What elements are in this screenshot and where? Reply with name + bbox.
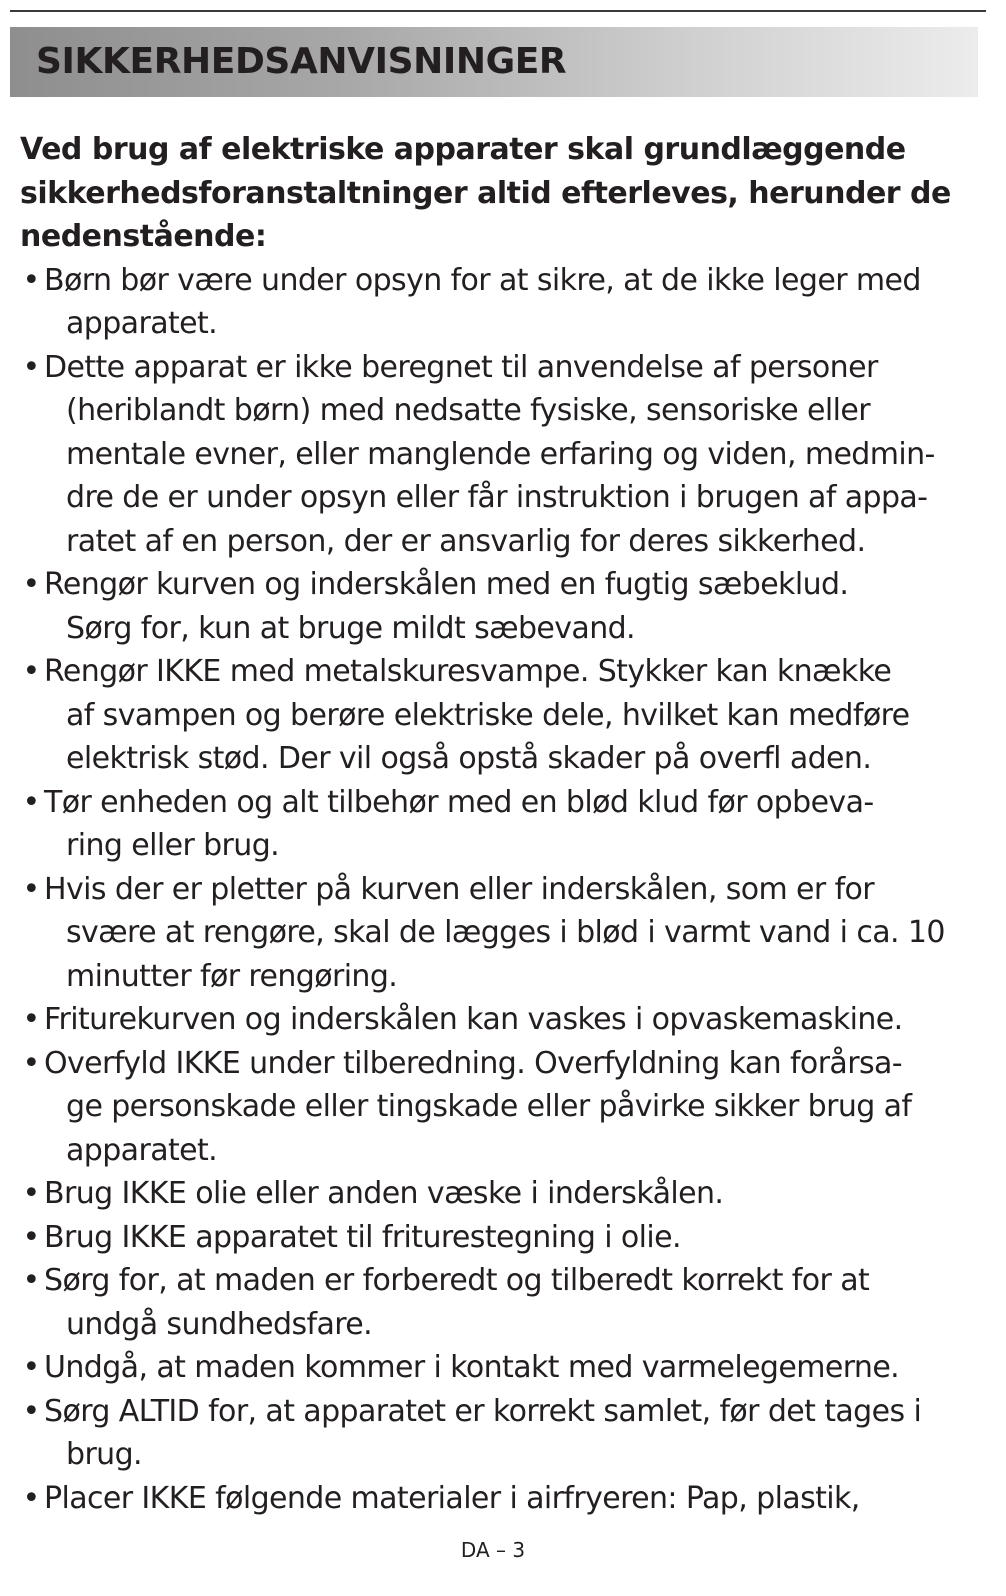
list-item-continuation: brug. <box>66 1437 142 1472</box>
section-header <box>10 27 978 97</box>
page-title: SIKKERHEDSANVISNINGER <box>36 41 567 82</box>
list-item-first-line: Friturekurven og inderskålen kan vaskes i opvaskemaskine. <box>44 1002 903 1037</box>
bullet-icon: • <box>22 262 40 298</box>
list-item-text <box>44 1216 980 1260</box>
list-item <box>20 1216 980 1260</box>
list-item-first-line: Rengør IKKE med metalskuresvampe. Stykker kan knække <box>44 654 892 689</box>
list-item-first-line: Hvis der er pletter på kurven eller inderskålen, som er for <box>44 871 875 907</box>
list-item <box>20 1390 980 1477</box>
list-item-first-line: Brug IKKE apparatet til friturestegning i olie. <box>44 1219 681 1255</box>
list-item-continuation: apparatet. <box>66 306 218 341</box>
list-item-first-line: Brug IKKE olie eller anden væske i inderskålen. <box>44 1176 724 1211</box>
list-item-continuation: Sørg for, kun at bruge mildt sæbevand. <box>66 610 635 646</box>
list-item-text <box>44 1477 980 1521</box>
bullet-icon: • <box>22 1176 40 1211</box>
list-item-continuation: af svampen og berøre elektriske dele, hvilket kan medføre elektrisk stød. Der vil også opstå skader på overfl aden. <box>66 697 910 776</box>
list-item <box>20 563 980 650</box>
bullet-icon: • <box>22 1219 40 1255</box>
list-item-text <box>44 1259 980 1346</box>
list-item-text <box>44 563 980 650</box>
bullet-icon: • <box>22 1393 40 1429</box>
list-item-first-line: Placer IKKE følgende materialer i airfryeren: Pap, plastik, <box>44 1480 860 1516</box>
list-item-continuation: ring eller brug. <box>66 828 280 863</box>
list-item-first-line: Dette apparat er ikke beregnet til anvendelse af personer <box>44 349 878 385</box>
list-item-text <box>44 1390 980 1477</box>
list-item <box>20 781 980 868</box>
bullet-icon: • <box>22 1350 40 1385</box>
list-item-text <box>44 650 980 781</box>
list-item-first-line: Undgå, at maden kommer i kontakt med varmelegemerne. <box>44 1350 900 1385</box>
list-item-first-line: Overfyld IKKE under tilberedning. Overfyldning kan forårsa- <box>44 1045 902 1081</box>
intro-paragraph: Ved brug af elektriske apparater skal grundlæggende sikkerhedsforanstaltninger altid efterleves, herunder de nedenstående: <box>20 132 951 254</box>
list-item-text <box>44 259 980 346</box>
list-item-text <box>44 781 980 868</box>
list-item-continuation: svære at rengøre, skal de lægges i blød i varmt vand i ca. 10 minutter før rengøring. <box>66 915 945 994</box>
bullet-icon: • <box>22 784 40 820</box>
list-item-first-line: Rengør kurven og inderskålen med en fugtig sæbeklud. <box>44 567 849 602</box>
list-item <box>20 998 980 1042</box>
list-item <box>20 1172 980 1216</box>
list-item-continuation: undgå sundhedsfare. <box>66 1306 373 1342</box>
list-item-text <box>44 1172 980 1216</box>
top-rule <box>10 10 986 12</box>
bullet-icon: • <box>22 349 40 385</box>
list-item <box>20 1259 980 1346</box>
list-item-text <box>44 868 980 999</box>
list-item <box>20 1477 980 1521</box>
list-item-text <box>44 346 980 564</box>
list-item-first-line: Sørg ALTID for, at apparatet er korrekt samlet, før det tages i <box>44 1393 922 1429</box>
bullet-icon: • <box>22 871 40 907</box>
list-item <box>20 259 980 346</box>
list-item <box>20 650 980 781</box>
list-item-continuation: ge personskade eller tingskade eller påvirke sikker brug af apparatet. <box>66 1089 912 1168</box>
list-item <box>20 1042 980 1173</box>
bullet-icon: • <box>22 1002 40 1037</box>
list-item <box>20 1346 980 1390</box>
content <box>20 128 980 1520</box>
list-item-first-line: Sørg for, at maden er forberedt og tilberedt korrekt for at <box>44 1263 870 1298</box>
bullet-icon: • <box>22 567 40 602</box>
list-item <box>20 868 980 999</box>
list-item-first-line: Børn bør være under opsyn for at sikre, at de ikke leger med <box>44 262 921 298</box>
list-item-text <box>44 1042 980 1173</box>
list-item-first-line: Tør enheden og alt tilbehør med en blød klud før opbeva- <box>44 784 874 820</box>
list-item-text <box>44 1346 980 1390</box>
list-item <box>20 346 980 564</box>
bullet-icon: • <box>22 1263 40 1298</box>
page-number: DA – 3 <box>460 1538 526 1562</box>
list-item-continuation: (heriblandt børn) med nedsatte fysiske, sensoriske eller mentale evner, eller manglende erfaring og viden, medmin-dre de er under opsyn eller får instruktion i brugen af appa-ratet af en person, der er ansvarlig for deres sikkerhed. <box>66 393 935 559</box>
list-item-text <box>44 998 980 1042</box>
bullet-icon: • <box>22 1480 40 1516</box>
safety-list <box>20 259 980 1521</box>
bullet-icon: • <box>22 654 40 689</box>
bullet-icon: • <box>22 1045 40 1081</box>
